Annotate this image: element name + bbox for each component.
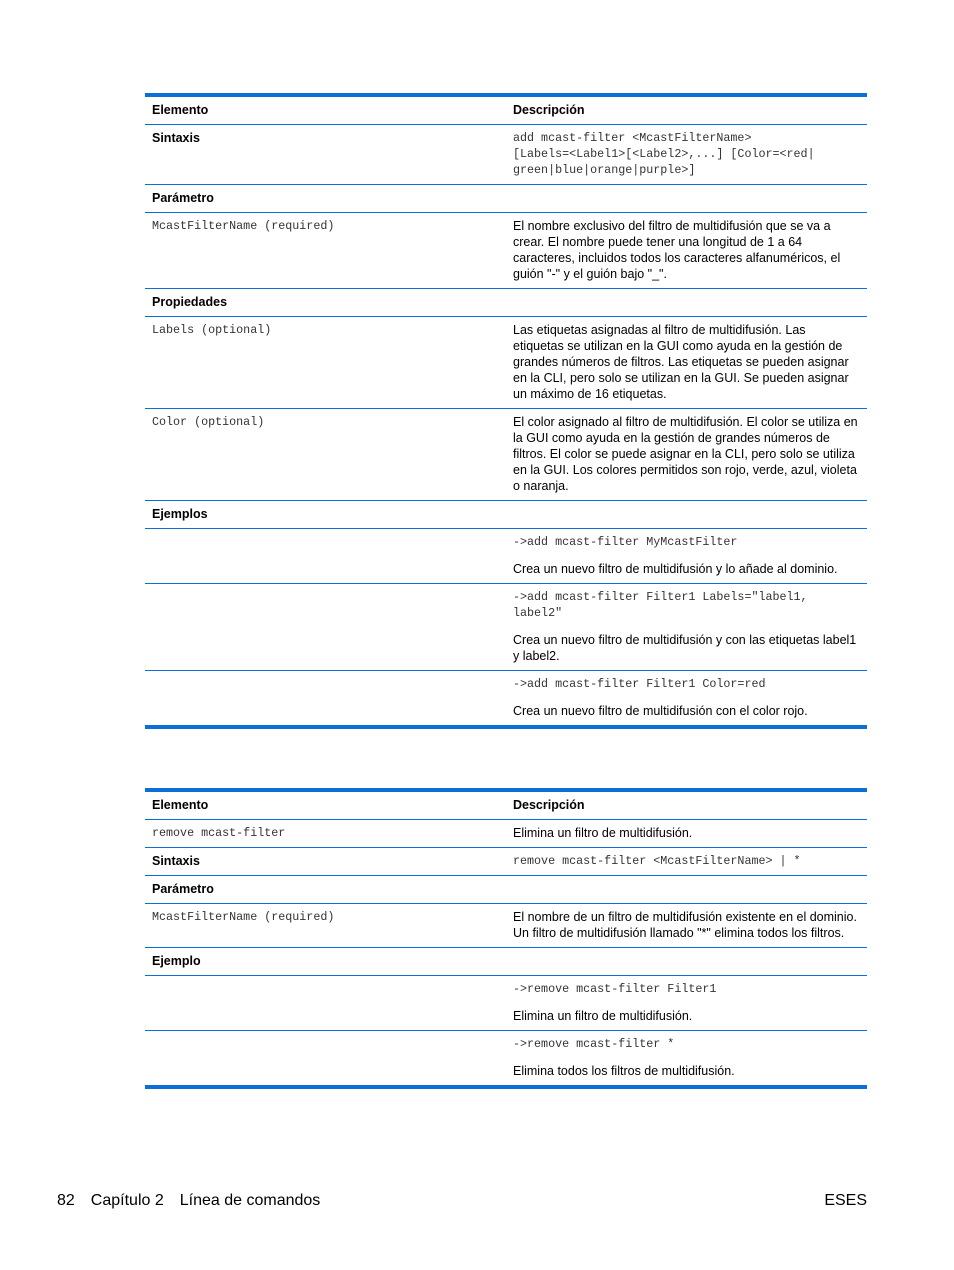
mcast-filter-remove-table [145,788,867,1089]
example-row [145,976,867,1031]
example-code: ->add mcast-filter Filter1 Labels="label1, label2" [513,590,808,620]
param-name-row [145,904,867,948]
example-desc: Elimina todos los filtros de multidifusión. [513,1064,735,1078]
sintaxis-row [145,848,867,876]
command-row [145,820,867,848]
table-header-row [145,97,867,125]
ejemplo-heading: Ejemplo [152,954,201,968]
command-name: remove mcast-filter [152,826,286,840]
ejemplos-heading-row [145,501,867,529]
labels-row [145,317,867,409]
header-elemento: Elemento [152,798,209,812]
ejemplos-heading: Ejemplos [152,507,208,521]
header-descripcion: Descripción [513,798,585,812]
sintaxis-label: Sintaxis [152,131,200,145]
sintaxis-label: Sintaxis [152,854,200,868]
chapter-title: Línea de comandos [179,1192,321,1209]
example-code: ->remove mcast-filter Filter1 [513,982,717,996]
color-row [145,409,867,501]
param-name-row [145,213,867,289]
locale-code: ESES [824,1192,867,1209]
color-desc: El color asignado al filtro de multidifusión. El color se utiliza en la GUI como ayuda en la gestión de grandes números de filtros. El color se puede asignar en la CLI, pero solo se utiliza en la GUI. Los colores permitidos son rojo, verde, azul, violeta o naranja. [513,415,858,493]
param-name-desc: El nombre de un filtro de multidifusión existente en el dominio. Un filtro de multidifusión llamado "*" elimina todos los filtros. [513,910,857,940]
example-code: ->remove mcast-filter * [513,1037,675,1051]
example-row [145,584,867,671]
labels-desc: Las etiquetas asignadas al filtro de multidifusión. Las etiquetas se utilizan en la GUI como ayuda en la gestión de grandes números de filtros. Las etiquetas se pueden asignar en la CLI, pero solo se utilizan en la GUI. Se pueden asignar un máximo de 16 etiquetas. [513,323,849,401]
sintaxis-code: remove mcast-filter <McastFilterName> | * [513,854,801,868]
parametro-heading-row [145,876,867,904]
example-desc: Crea un nuevo filtro de multidifusión y con las etiquetas label1 y label2. [513,633,857,663]
ejemplo-heading-row [145,948,867,976]
chapter-label: Capítulo 2 [90,1192,164,1209]
example-row [145,671,867,725]
command-desc: Elimina un filtro de multidifusión. [513,826,693,840]
parametro-heading: Parámetro [152,191,214,205]
param-name-desc: El nombre exclusivo del filtro de multidifusión que se va a crear. El nombre puede tener una longitud de 1 a 64 caracteres, incluidos todos los caracteres alfanuméricos, el guión "-" y el guión bajo "_". [513,219,841,281]
example-code: ->add mcast-filter Filter1 Color=red [513,677,766,691]
propiedades-heading-row [145,289,867,317]
sintaxis-code: add mcast-filter <McastFilterName> [Labels=<Label1>[<Label2>,...] [Color=<red| green|blue|orange|purple>] [513,131,815,177]
example-desc: Crea un nuevo filtro de multidifusión y lo añade al dominio. [513,562,838,576]
param-name: McastFilterName (required) [152,910,335,924]
table-header-row [145,792,867,820]
example-row [145,1031,867,1085]
page-footer [57,1190,320,1212]
page-number: 82 [57,1192,75,1209]
param-name: McastFilterName (required) [152,219,335,233]
header-elemento: Elemento [152,103,209,117]
example-code: ->add mcast-filter MyMcastFilter [513,535,738,549]
sintaxis-row [145,125,867,185]
header-descripcion: Descripción [513,103,585,117]
example-desc: Elimina un filtro de multidifusión. [513,1009,693,1023]
example-row [145,529,867,584]
labels-name: Labels (optional) [152,323,272,337]
propiedades-heading: Propiedades [152,295,228,309]
parametro-heading-row [145,185,867,213]
mcast-filter-add-table [145,93,867,729]
example-desc: Crea un nuevo filtro de multidifusión con el color rojo. [513,704,808,718]
parametro-heading: Parámetro [152,882,214,896]
color-name: Color (optional) [152,415,265,429]
